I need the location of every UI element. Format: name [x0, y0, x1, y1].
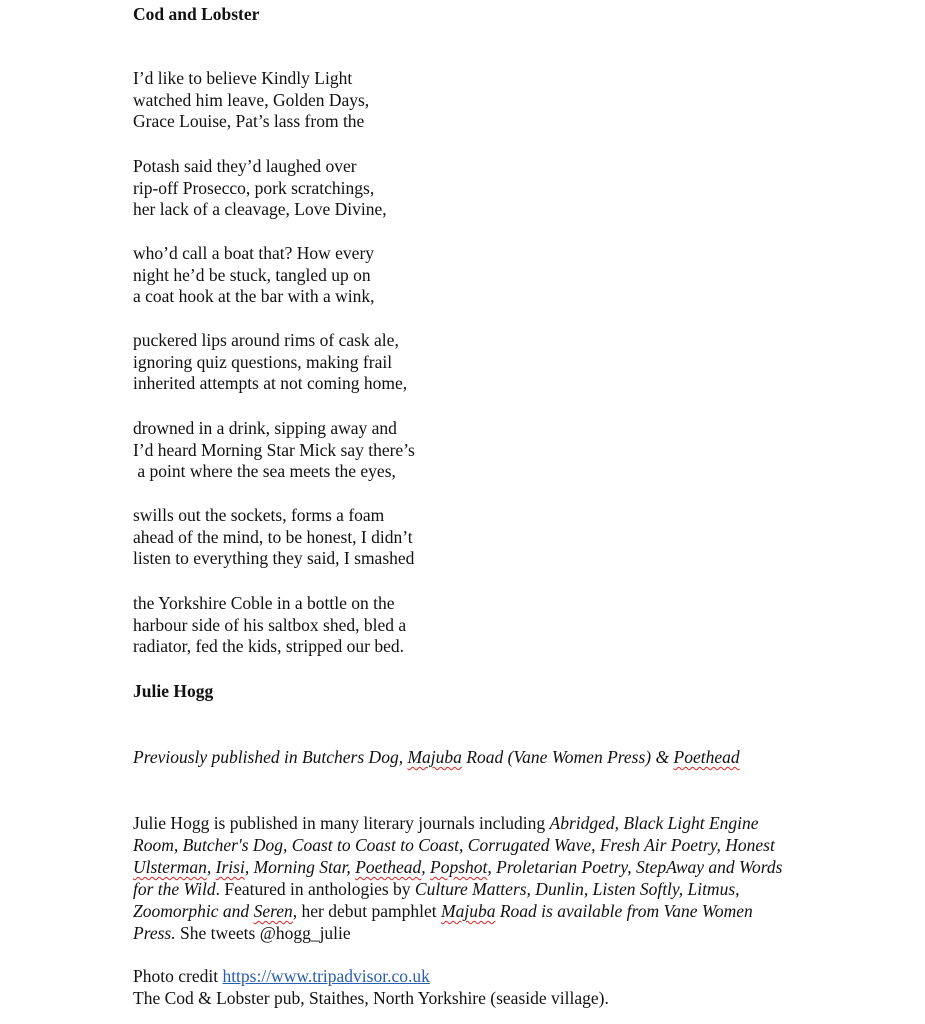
text: ,	[421, 857, 431, 877]
spellcheck-word[interactable]: Poethead	[355, 857, 422, 877]
stanza: swills out the sockets, forms a foam ahead of the mind, to be honest, I didn’t listen to everything they said, I smashed	[133, 505, 415, 569]
spellcheck-word[interactable]: Ulsterman	[133, 857, 207, 877]
text: Road is available from Vane Women Press.	[133, 901, 753, 943]
anthology-list: Culture Matters, Dunlin, Listen Softly, Litmus, Zoomorphic and	[133, 879, 740, 921]
journal-list: , Proletarian Poetry, StepAway and Words for the Wild	[133, 857, 783, 899]
text: She tweets @hogg_julie	[175, 923, 351, 943]
text: . Featured in anthologies by	[215, 879, 415, 899]
spellcheck-word[interactable]: Popshot	[430, 857, 488, 877]
photo-caption: The Cod & Lobster pub, Staithes, North Yorkshire (seaside village).	[133, 988, 609, 1008]
text: Julie Hogg is published in many literary journals including	[133, 813, 550, 833]
tripadvisor-link[interactable]: https://www.tripadvisor.co.uk	[222, 966, 430, 986]
poem-author: Julie Hogg	[133, 681, 214, 701]
stanza: who’d call a boat that? How every night he’d be stuck, tangled up on a coat hook at the bar with a wink,	[133, 243, 375, 307]
text: Road (Vane Women Press) &	[461, 747, 674, 767]
previously-published-note	[133, 746, 773, 768]
journal-list: , Morning Star,	[244, 857, 356, 877]
stanza: I’d like to believe Kindly Light watched him leave, Golden Days, Grace Louise, Pat’s lass from the	[133, 68, 370, 132]
stanza: Potash said they’d laughed over rip-off Prosecco, pork scratchings, her lack of a cleavage, Love Divine,	[133, 156, 387, 220]
photo-credit-label: Photo credit	[133, 966, 223, 986]
poem-title: Cod and Lobster	[133, 4, 260, 24]
spellcheck-word[interactable]: Majuba	[407, 747, 462, 767]
stanza: the Yorkshire Coble in a bottle on the harbour side of his saltbox shed, bled a radiator, fed the kids, stripped our bed.	[133, 593, 407, 657]
stanza: drowned in a drink, sipping away and I’d heard Morning Star Mick say there’s a point where the sea meets the eyes,	[133, 418, 415, 482]
spellcheck-word[interactable]: Seren	[253, 901, 293, 921]
text: Previously published in Butchers Dog,	[133, 747, 408, 767]
spellcheck-word[interactable]: Majuba	[441, 901, 496, 921]
stanza: puckered lips around rims of cask ale, ignoring quiz questions, making frail inherited attempts at not coming home,	[133, 330, 408, 394]
text: ,	[206, 857, 216, 877]
journal-list: Abridged, Black Light Engine Room, Butcher's Dog, Coast to Coast to Coast, Corrugated Wave, Fresh Air Poetry, Honest	[133, 813, 775, 855]
photo-credit	[133, 965, 833, 1009]
spellcheck-word[interactable]: Poethead	[673, 747, 740, 767]
author-bio	[133, 812, 793, 944]
text: , her debut pamphlet	[292, 901, 441, 921]
spellcheck-word[interactable]: Irisi	[215, 857, 245, 877]
